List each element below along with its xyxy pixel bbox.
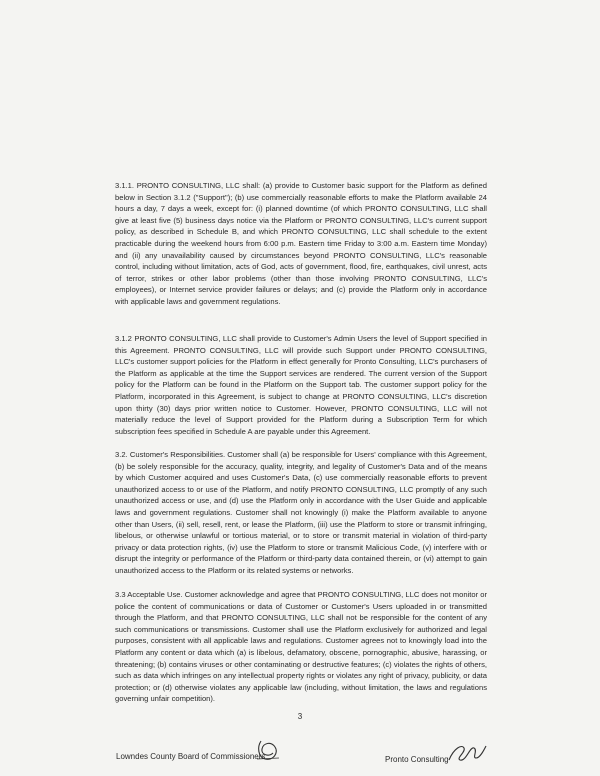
section-3-2-paragraph: 3.2. Customer's Responsibilities. Customer shall (a) be responsible for Users' compliance with this Agreement, (b) be solely responsible for the accuracy, quality, integrity, and legality of Customer's Data and of the means by which Customer acquired and uses Customer's Data, (c) use commercially reasonable efforts to prevent unauthorized access to or use of the Platform, and notify PRONTO CONSULTING, LLC promptly of any such unauthorized access or use, and (d) use the Platform only in accordance with the User Guide and applicable laws and government regulations. Customer shall not knowingly (i) make the Platform available to anyone other than Users, (ii) sell, resell, rent, or lease the Platform, (iii) use the Platform to store or transmit infringing, libelous, or otherwise unlawful or tortious material, or to store or transmit material in violation of third-party privacy or data protection rights, (iv) use the Platform to store or transmit Malicious Code, (v) interfere with or disrupt the integrity or performance of the Platform or third-party data contained therein, or (vi) attempt to gain unauthorized access to the Platform or its related systems or networks. <box>115 450 487 575</box>
initials-signature-right <box>446 742 488 764</box>
page-number: 3 <box>297 712 303 721</box>
section-3-3-paragraph: 3.3 Acceptable Use. Customer acknowledge and agree that PRONTO CONSULTING, LLC does not monitor or police the content of communications or data of Customer or Customer's Users uploaded in or transmitted through the Platform, and that PRONTO CONSULTING, LLC shall not be responsible for the content of any such communications or transmissions. Customer shall use the Platform exclusively for authorized and legal purposes, consistent with all applicable laws and regulations. Customer agrees not to knowingly load into the Platform any content or data which (a) is libelous, defamatory, obscene, pornographic, abusive, harassing, or threatening; (b) contains viruses or other contaminating or destructive features; (c) violates the rights of others, such as data which infringes on any intellectual property rights or violates any right of privacy, publicity, or data protection; or (d) otherwise violates any applicable law (including, without limitation, the laws and regulations governing unfair competition). <box>115 590 487 704</box>
footer-right-label: Pronto Consulting <box>385 755 449 764</box>
section-3-1-2-paragraph: 3.1.2 PRONTO CONSULTING, LLC shall provide to Customer's Admin Users the level of Support specified in this Agreement. PRONTO CONSULTING, LLC will provide such Support under PRONTO CONSULTING, LLC's customer support policies for the Platform in effect generally for Pronto Consulting, LLC's purchasers of the Platform as applicable at the time the Support services are rendered. The current version of the Support policy for the Platform can be found in the Platform on the Support tab. The customer support policy for the Platform, incorporated in this Agreement, is subject to change at PRONTO CONSULTING, LLC's discretion upon thirty (30) days prior written notice to Customer. However, PRONTO CONSULTING, LLC will not materially reduce the level of Support provided for the Platform during a Subscription Term for which subscription fees specified in Schedule A are payable under this Agreement. <box>115 334 487 436</box>
section-3-1-1-paragraph: 3.1.1. PRONTO CONSULTING, LLC shall: (a) provide to Customer basic support for the Platform as defined below in Section 3.1.2 ("Support"); (b) use commercially reasonable efforts to make the Platform available 24 hours a day, 7 days a week, except for: (i) planned downtime (of which PRONTO CONSULTING, LLC shall give at least five (5) business days notice via the Platform or PRONTO CONSULTING, LLC's current support policy, as described in Schedule B, and which PRONTO CONSULTING, LLC shall schedule to the extent practicable during the weekend hours from 6:00 p.m. Eastern time Friday to 3:00 a.m. Eastern time Monday) and (ii) any unavailability caused by circumstances beyond PRONTO CONSULTING, LLC's reasonable control, including without limitation, acts of God, acts of government, flood, fire, earthquakes, civil unrest, acts of terror, strikes or other labor problems (other than those involving PRONTO CONSULTING, LLC's employees), or Internet service provider failures or delays; and (c) provide the Platform only in accordance with applicable laws and government regulations. <box>115 181 487 306</box>
footer-left-label: Lowndes County Board of Commissioners <box>116 752 266 761</box>
initials-signature-left <box>253 737 283 763</box>
